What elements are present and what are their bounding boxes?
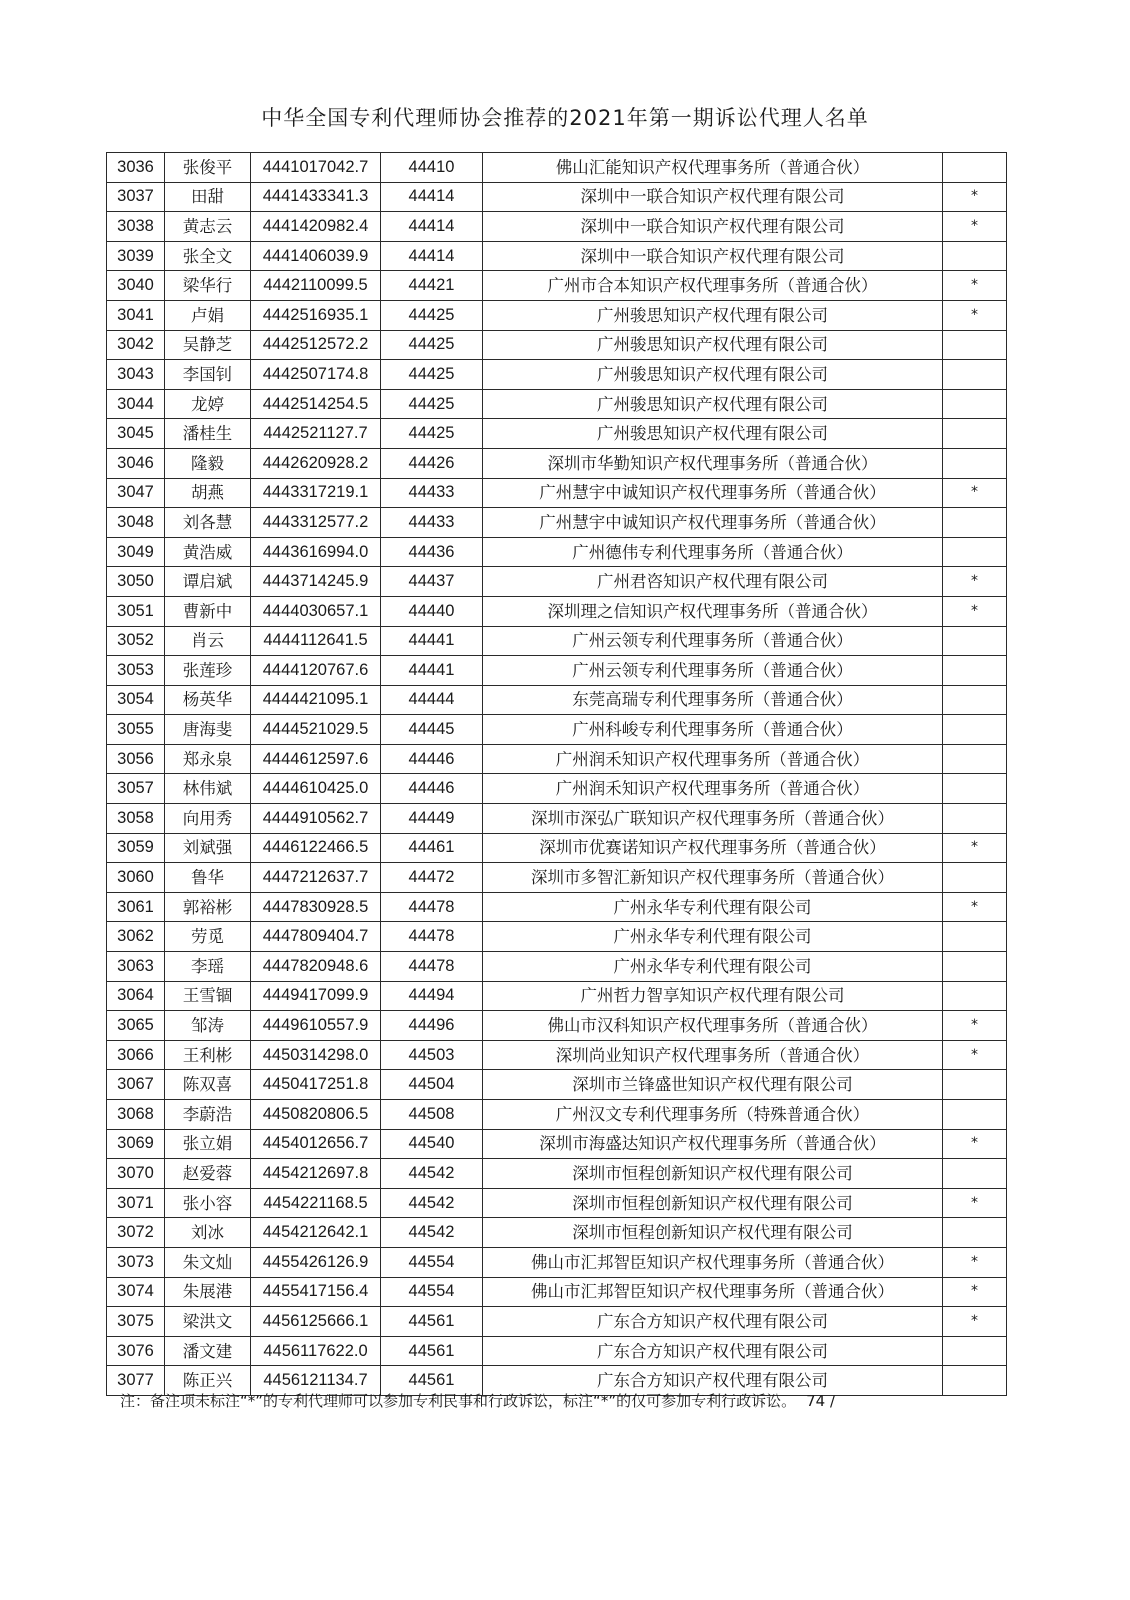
table-row (107, 508, 1007, 538)
page-title: 中华全国专利代理师协会推荐的2021年第一期诉讼代理人名单 (261, 106, 869, 130)
row-number-cell: 3060 (107, 863, 165, 893)
agent-name-cell: 李国钊 (165, 360, 251, 390)
footer-note (120, 1386, 1020, 1410)
remark-cell (943, 922, 1007, 952)
table-row (107, 1277, 1007, 1307)
agency-name-cell: 广东合方知识产权代理有限公司 (483, 1336, 943, 1366)
certificate-number-cell: 4443317219.1 (251, 478, 381, 508)
table-row (107, 1336, 1007, 1366)
row-number-cell: 3050 (107, 567, 165, 597)
agency-name-cell: 广州德伟专利代理事务所（普通合伙） (483, 537, 943, 567)
row-number-cell: 3051 (107, 596, 165, 626)
agency-code-cell: 44441 (381, 656, 483, 686)
agent-name-cell: 梁洪文 (165, 1307, 251, 1337)
agent-name-cell: 劳觅 (165, 922, 251, 952)
row-number-cell: 3045 (107, 419, 165, 449)
table-row (107, 1040, 1007, 1070)
certificate-number-cell: 4454212697.8 (251, 1159, 381, 1189)
agent-name-cell: 谭启斌 (165, 567, 251, 597)
agent-name-cell: 田甜 (165, 182, 251, 212)
agency-code-cell: 44478 (381, 922, 483, 952)
agency-name-cell: 广州云领专利代理事务所（普通合伙） (483, 626, 943, 656)
row-number-cell: 3047 (107, 478, 165, 508)
certificate-number-cell: 4449417099.9 (251, 981, 381, 1011)
agency-code-cell: 44504 (381, 1070, 483, 1100)
agency-code-cell: 44441 (381, 626, 483, 656)
agent-name-cell: 刘各慧 (165, 508, 251, 538)
table-row (107, 1100, 1007, 1130)
certificate-number-cell: 4447820948.6 (251, 952, 381, 982)
row-number-cell: 3042 (107, 330, 165, 360)
remark-cell (943, 330, 1007, 360)
agency-code-cell: 44472 (381, 863, 483, 893)
remark-cell (943, 241, 1007, 271)
remark-cell (943, 804, 1007, 834)
agent-name-cell: 肖云 (165, 626, 251, 656)
remark-cell: * (943, 1307, 1007, 1337)
agency-name-cell: 广州骏思知识产权代理有限公司 (483, 360, 943, 390)
agent-name-cell: 隆毅 (165, 448, 251, 478)
certificate-number-cell: 4454012656.7 (251, 1129, 381, 1159)
table-row (107, 182, 1007, 212)
agency-code-cell: 44440 (381, 596, 483, 626)
certificate-number-cell: 4443312577.2 (251, 508, 381, 538)
agency-name-cell: 广州云领专利代理事务所（普通合伙） (483, 656, 943, 686)
agency-name-cell: 广州汉文专利代理事务所（特殊普通合伙） (483, 1100, 943, 1130)
agency-name-cell: 深圳市兰锋盛世知识产权代理有限公司 (483, 1070, 943, 1100)
table-row (107, 626, 1007, 656)
table-row (107, 1070, 1007, 1100)
row-number-cell: 3064 (107, 981, 165, 1011)
agency-name-cell: 深圳市多智汇新知识产权代理事务所（普通合伙） (483, 863, 943, 893)
agent-name-cell: 赵爱蓉 (165, 1159, 251, 1189)
agent-name-cell: 李蔚浩 (165, 1100, 251, 1130)
table-row (107, 389, 1007, 419)
remark-cell: * (943, 1040, 1007, 1070)
remark-cell (943, 981, 1007, 1011)
agency-code-cell: 44425 (381, 360, 483, 390)
certificate-number-cell: 4442512572.2 (251, 330, 381, 360)
row-number-cell: 3054 (107, 685, 165, 715)
agent-table (106, 152, 1007, 1396)
remark-cell: * (943, 892, 1007, 922)
agency-name-cell: 广州科峻专利代理事务所（普通合伙） (483, 715, 943, 745)
agent-name-cell: 郑永泉 (165, 744, 251, 774)
remark-cell: * (943, 567, 1007, 597)
row-number-cell: 3037 (107, 182, 165, 212)
row-number-cell: 3039 (107, 241, 165, 271)
row-number-cell: 3049 (107, 537, 165, 567)
agent-name-cell: 黄志云 (165, 212, 251, 242)
row-number-cell: 3075 (107, 1307, 165, 1337)
agency-name-cell: 深圳市华勤知识产权代理事务所（普通合伙） (483, 448, 943, 478)
agent-name-cell: 向用秀 (165, 804, 251, 834)
certificate-number-cell: 4449610557.9 (251, 1011, 381, 1041)
certificate-number-cell: 4442516935.1 (251, 300, 381, 330)
agent-name-cell: 杨英华 (165, 685, 251, 715)
certificate-number-cell: 4444421095.1 (251, 685, 381, 715)
agency-code-cell: 44414 (381, 182, 483, 212)
certificate-number-cell: 4456117622.0 (251, 1336, 381, 1366)
agent-name-cell: 张俊平 (165, 153, 251, 183)
agency-name-cell: 佛山市汇邦智臣知识产权代理事务所（普通合伙） (483, 1247, 943, 1277)
agent-name-cell: 张全文 (165, 241, 251, 271)
remark-cell (943, 153, 1007, 183)
agency-code-cell: 44446 (381, 744, 483, 774)
remark-cell: * (943, 300, 1007, 330)
table-row (107, 833, 1007, 863)
row-number-cell: 3076 (107, 1336, 165, 1366)
agency-code-cell: 44425 (381, 419, 483, 449)
agency-name-cell: 广东合方知识产权代理有限公司 (483, 1307, 943, 1337)
certificate-number-cell: 4450314298.0 (251, 1040, 381, 1070)
agency-code-cell: 44496 (381, 1011, 483, 1041)
agent-name-cell: 胡燕 (165, 478, 251, 508)
certificate-number-cell: 4450417251.8 (251, 1070, 381, 1100)
agency-code-cell: 44540 (381, 1129, 483, 1159)
certificate-number-cell: 4444112641.5 (251, 626, 381, 656)
certificate-number-cell: 4446122466.5 (251, 833, 381, 863)
agency-name-cell: 佛山市汇邦智臣知识产权代理事务所（普通合伙） (483, 1277, 943, 1307)
remark-cell: * (943, 271, 1007, 301)
remark-cell (943, 685, 1007, 715)
table-row (107, 1307, 1007, 1337)
certificate-number-cell: 4441420982.4 (251, 212, 381, 242)
row-number-cell: 3062 (107, 922, 165, 952)
remark-cell (943, 1100, 1007, 1130)
table-row (107, 863, 1007, 893)
row-number-cell: 3056 (107, 744, 165, 774)
agency-name-cell: 佛山市汉科知识产权代理事务所（普通合伙） (483, 1011, 943, 1041)
row-number-cell: 3052 (107, 626, 165, 656)
row-number-cell: 3058 (107, 804, 165, 834)
table-row (107, 271, 1007, 301)
certificate-number-cell: 4441406039.9 (251, 241, 381, 271)
table-row (107, 1218, 1007, 1248)
remark-cell (943, 715, 1007, 745)
certificate-number-cell: 4442514254.5 (251, 389, 381, 419)
row-number-cell: 3065 (107, 1011, 165, 1041)
certificate-number-cell: 4441433341.3 (251, 182, 381, 212)
agency-name-cell: 广州润禾知识产权代理事务所（普通合伙） (483, 744, 943, 774)
table-row (107, 596, 1007, 626)
agency-code-cell: 44445 (381, 715, 483, 745)
certificate-number-cell: 4442620928.2 (251, 448, 381, 478)
row-number-cell: 3071 (107, 1188, 165, 1218)
agency-code-cell: 44542 (381, 1159, 483, 1189)
table-row (107, 300, 1007, 330)
agent-name-cell: 曹新中 (165, 596, 251, 626)
agency-name-cell: 广州慧宇中诚知识产权代理事务所（普通合伙） (483, 508, 943, 538)
agent-name-cell: 刘斌强 (165, 833, 251, 863)
certificate-number-cell: 4442521127.7 (251, 419, 381, 449)
row-number-cell: 3069 (107, 1129, 165, 1159)
agency-code-cell: 44561 (381, 1336, 483, 1366)
remark-cell: * (943, 182, 1007, 212)
agency-name-cell: 深圳市海盛达知识产权代理事务所（普通合伙） (483, 1129, 943, 1159)
table-row (107, 922, 1007, 952)
agency-code-cell: 44425 (381, 300, 483, 330)
remark-cell (943, 774, 1007, 804)
remark-cell: * (943, 596, 1007, 626)
agent-name-cell: 张莲珍 (165, 656, 251, 686)
page-number: 74 / (806, 1392, 836, 1410)
agency-name-cell: 广州永华专利代理有限公司 (483, 922, 943, 952)
remark-cell: * (943, 212, 1007, 242)
agent-name-cell: 张立娟 (165, 1129, 251, 1159)
agency-code-cell: 44444 (381, 685, 483, 715)
agent-name-cell: 朱文灿 (165, 1247, 251, 1277)
table-row (107, 1011, 1007, 1041)
agency-code-cell: 44433 (381, 508, 483, 538)
certificate-number-cell: 4447830928.5 (251, 892, 381, 922)
remark-cell (943, 626, 1007, 656)
agency-name-cell: 广州润禾知识产权代理事务所（普通合伙） (483, 774, 943, 804)
table-row (107, 656, 1007, 686)
agency-name-cell: 东莞高瑞专利代理事务所（普通合伙） (483, 685, 943, 715)
row-number-cell: 3044 (107, 389, 165, 419)
table-row (107, 1129, 1007, 1159)
table-row (107, 1188, 1007, 1218)
agency-code-cell: 44461 (381, 833, 483, 863)
agency-name-cell: 深圳理之信知识产权代理事务所（普通合伙） (483, 596, 943, 626)
row-number-cell: 3048 (107, 508, 165, 538)
certificate-number-cell: 4444612597.6 (251, 744, 381, 774)
agency-name-cell: 广州永华专利代理有限公司 (483, 952, 943, 982)
remark-cell (943, 537, 1007, 567)
agent-name-cell: 陈双喜 (165, 1070, 251, 1100)
remark-cell (943, 952, 1007, 982)
table-row (107, 715, 1007, 745)
table-row (107, 952, 1007, 982)
agency-code-cell: 44554 (381, 1247, 483, 1277)
agency-code-cell: 44410 (381, 153, 483, 183)
remark-cell: * (943, 1188, 1007, 1218)
agent-name-cell: 刘冰 (165, 1218, 251, 1248)
agent-name-cell: 王利彬 (165, 1040, 251, 1070)
agency-code-cell: 44554 (381, 1277, 483, 1307)
row-number-cell: 3055 (107, 715, 165, 745)
agency-name-cell: 广州永华专利代理有限公司 (483, 892, 943, 922)
table-row (107, 478, 1007, 508)
table-row (107, 419, 1007, 449)
remark-cell: * (943, 1247, 1007, 1277)
table-row (107, 685, 1007, 715)
agency-name-cell: 深圳中一联合知识产权代理有限公司 (483, 212, 943, 242)
certificate-number-cell: 4444030657.1 (251, 596, 381, 626)
row-number-cell: 3077 (107, 1366, 165, 1396)
agency-code-cell: 44542 (381, 1218, 483, 1248)
footer-note-text: 注：备注项未标注“*”的专利代理师可以参加专利民事和行政诉讼，标注“*”的仅可参加专利行政诉讼。 (120, 1392, 797, 1410)
remark-cell (943, 1159, 1007, 1189)
certificate-number-cell: 4444521029.5 (251, 715, 381, 745)
certificate-number-cell: 4450820806.5 (251, 1100, 381, 1130)
agency-name-cell: 广东合方知识产权代理有限公司 (483, 1366, 943, 1396)
agency-name-cell: 广州哲力智享知识产权代理有限公司 (483, 981, 943, 1011)
remark-cell (943, 360, 1007, 390)
remark-cell (943, 656, 1007, 686)
agent-name-cell: 卢娟 (165, 300, 251, 330)
agency-code-cell: 44437 (381, 567, 483, 597)
table-row (107, 212, 1007, 242)
agent-name-cell: 郭裕彬 (165, 892, 251, 922)
agent-name-cell: 潘桂生 (165, 419, 251, 449)
certificate-number-cell: 4444610425.0 (251, 774, 381, 804)
agency-code-cell: 44508 (381, 1100, 483, 1130)
agency-code-cell: 44542 (381, 1188, 483, 1218)
row-number-cell: 3072 (107, 1218, 165, 1248)
agency-name-cell: 广州市合本知识产权代理事务所（普通合伙） (483, 271, 943, 301)
remark-cell: * (943, 833, 1007, 863)
agent-name-cell: 梁华行 (165, 271, 251, 301)
row-number-cell: 3043 (107, 360, 165, 390)
table-row (107, 153, 1007, 183)
agency-name-cell: 广州君咨知识产权代理有限公司 (483, 567, 943, 597)
remark-cell (943, 448, 1007, 478)
agent-name-cell: 鲁华 (165, 863, 251, 893)
remark-cell (943, 1070, 1007, 1100)
certificate-number-cell: 4443714245.9 (251, 567, 381, 597)
certificate-number-cell: 4456125666.1 (251, 1307, 381, 1337)
table-row (107, 448, 1007, 478)
table-row (107, 1159, 1007, 1189)
agent-name-cell: 张小容 (165, 1188, 251, 1218)
remark-cell: * (943, 1277, 1007, 1307)
remark-cell (943, 1336, 1007, 1366)
certificate-number-cell: 4447809404.7 (251, 922, 381, 952)
agent-name-cell: 吴静芝 (165, 330, 251, 360)
row-number-cell: 3040 (107, 271, 165, 301)
certificate-number-cell: 4444910562.7 (251, 804, 381, 834)
row-number-cell: 3067 (107, 1070, 165, 1100)
certificate-number-cell: 4454212642.1 (251, 1218, 381, 1248)
row-number-cell: 3061 (107, 892, 165, 922)
remark-cell (943, 863, 1007, 893)
agency-code-cell: 44421 (381, 271, 483, 301)
agency-name-cell: 广州骏思知识产权代理有限公司 (483, 330, 943, 360)
table-row (107, 804, 1007, 834)
agency-name-cell: 佛山汇能知识产权代理事务所（普通合伙） (483, 153, 943, 183)
agency-code-cell: 44425 (381, 389, 483, 419)
table-row (107, 360, 1007, 390)
agency-code-cell: 44414 (381, 212, 483, 242)
remark-cell (943, 508, 1007, 538)
table-row (107, 744, 1007, 774)
row-number-cell: 3066 (107, 1040, 165, 1070)
table-row (107, 981, 1007, 1011)
row-number-cell: 3059 (107, 833, 165, 863)
table-row (107, 537, 1007, 567)
table-row (107, 774, 1007, 804)
agency-name-cell: 深圳中一联合知识产权代理有限公司 (483, 241, 943, 271)
agent-name-cell: 朱展港 (165, 1277, 251, 1307)
table-row (107, 567, 1007, 597)
agency-name-cell: 广州骏思知识产权代理有限公司 (483, 419, 943, 449)
agent-name-cell: 邹涛 (165, 1011, 251, 1041)
agent-table-container (106, 152, 1007, 1396)
agency-name-cell: 广州骏思知识产权代理有限公司 (483, 389, 943, 419)
agency-code-cell: 44449 (381, 804, 483, 834)
agency-code-cell: 44478 (381, 952, 483, 982)
remark-cell (943, 1218, 1007, 1248)
agency-name-cell: 深圳市优赛诺知识产权代理事务所（普通合伙） (483, 833, 943, 863)
remark-cell: * (943, 1129, 1007, 1159)
certificate-number-cell: 4455417156.4 (251, 1277, 381, 1307)
agency-code-cell: 44436 (381, 537, 483, 567)
agency-code-cell: 44446 (381, 774, 483, 804)
agency-code-cell: 44561 (381, 1307, 483, 1337)
certificate-number-cell: 4443616994.0 (251, 537, 381, 567)
agent-name-cell: 王雪锢 (165, 981, 251, 1011)
row-number-cell: 3046 (107, 448, 165, 478)
row-number-cell: 3068 (107, 1100, 165, 1130)
agency-code-cell: 44433 (381, 478, 483, 508)
certificate-number-cell: 4441017042.7 (251, 153, 381, 183)
agency-name-cell: 广州骏思知识产权代理有限公司 (483, 300, 943, 330)
remark-cell (943, 389, 1007, 419)
remark-cell: * (943, 478, 1007, 508)
table-row (107, 330, 1007, 360)
agent-name-cell: 唐海斐 (165, 715, 251, 745)
agency-name-cell: 深圳尚业知识产权代理事务所（普通合伙） (483, 1040, 943, 1070)
agent-name-cell: 陈正兴 (165, 1366, 251, 1396)
certificate-number-cell: 4456121134.7 (251, 1366, 381, 1396)
row-number-cell: 3053 (107, 656, 165, 686)
agency-code-cell: 44478 (381, 892, 483, 922)
agency-name-cell: 深圳市深弘广联知识产权代理事务所（普通合伙） (483, 804, 943, 834)
agency-name-cell: 深圳市恒程创新知识产权代理有限公司 (483, 1159, 943, 1189)
agent-name-cell: 黄浩威 (165, 537, 251, 567)
agent-name-cell: 林伟斌 (165, 774, 251, 804)
row-number-cell: 3073 (107, 1247, 165, 1277)
agency-code-cell: 44414 (381, 241, 483, 271)
remark-cell: * (943, 1011, 1007, 1041)
remark-cell (943, 744, 1007, 774)
certificate-number-cell: 4447212637.7 (251, 863, 381, 893)
certificate-number-cell: 4455426126.9 (251, 1247, 381, 1277)
table-row (107, 241, 1007, 271)
certificate-number-cell: 4444120767.6 (251, 656, 381, 686)
row-number-cell: 3070 (107, 1159, 165, 1189)
row-number-cell: 3036 (107, 153, 165, 183)
agent-name-cell: 李瑶 (165, 952, 251, 982)
agency-name-cell: 深圳市恒程创新知识产权代理有限公司 (483, 1218, 943, 1248)
certificate-number-cell: 4442110099.5 (251, 271, 381, 301)
agency-name-cell: 广州慧宇中诚知识产权代理事务所（普通合伙） (483, 478, 943, 508)
agent-name-cell: 潘文建 (165, 1336, 251, 1366)
agency-code-cell: 44426 (381, 448, 483, 478)
row-number-cell: 3041 (107, 300, 165, 330)
agency-code-cell: 44494 (381, 981, 483, 1011)
agency-code-cell: 44503 (381, 1040, 483, 1070)
row-number-cell: 3038 (107, 212, 165, 242)
row-number-cell: 3063 (107, 952, 165, 982)
agent-name-cell: 龙婷 (165, 389, 251, 419)
agency-code-cell: 44425 (381, 330, 483, 360)
agent-table-body (107, 153, 1007, 1396)
table-row (107, 1247, 1007, 1277)
agency-code-cell: 44561 (381, 1366, 483, 1396)
remark-cell (943, 419, 1007, 449)
certificate-number-cell: 4454221168.5 (251, 1188, 381, 1218)
agency-name-cell: 深圳市恒程创新知识产权代理有限公司 (483, 1188, 943, 1218)
table-row (107, 892, 1007, 922)
certificate-number-cell: 4442507174.8 (251, 360, 381, 390)
agency-name-cell: 深圳中一联合知识产权代理有限公司 (483, 182, 943, 212)
row-number-cell: 3074 (107, 1277, 165, 1307)
row-number-cell: 3057 (107, 774, 165, 804)
